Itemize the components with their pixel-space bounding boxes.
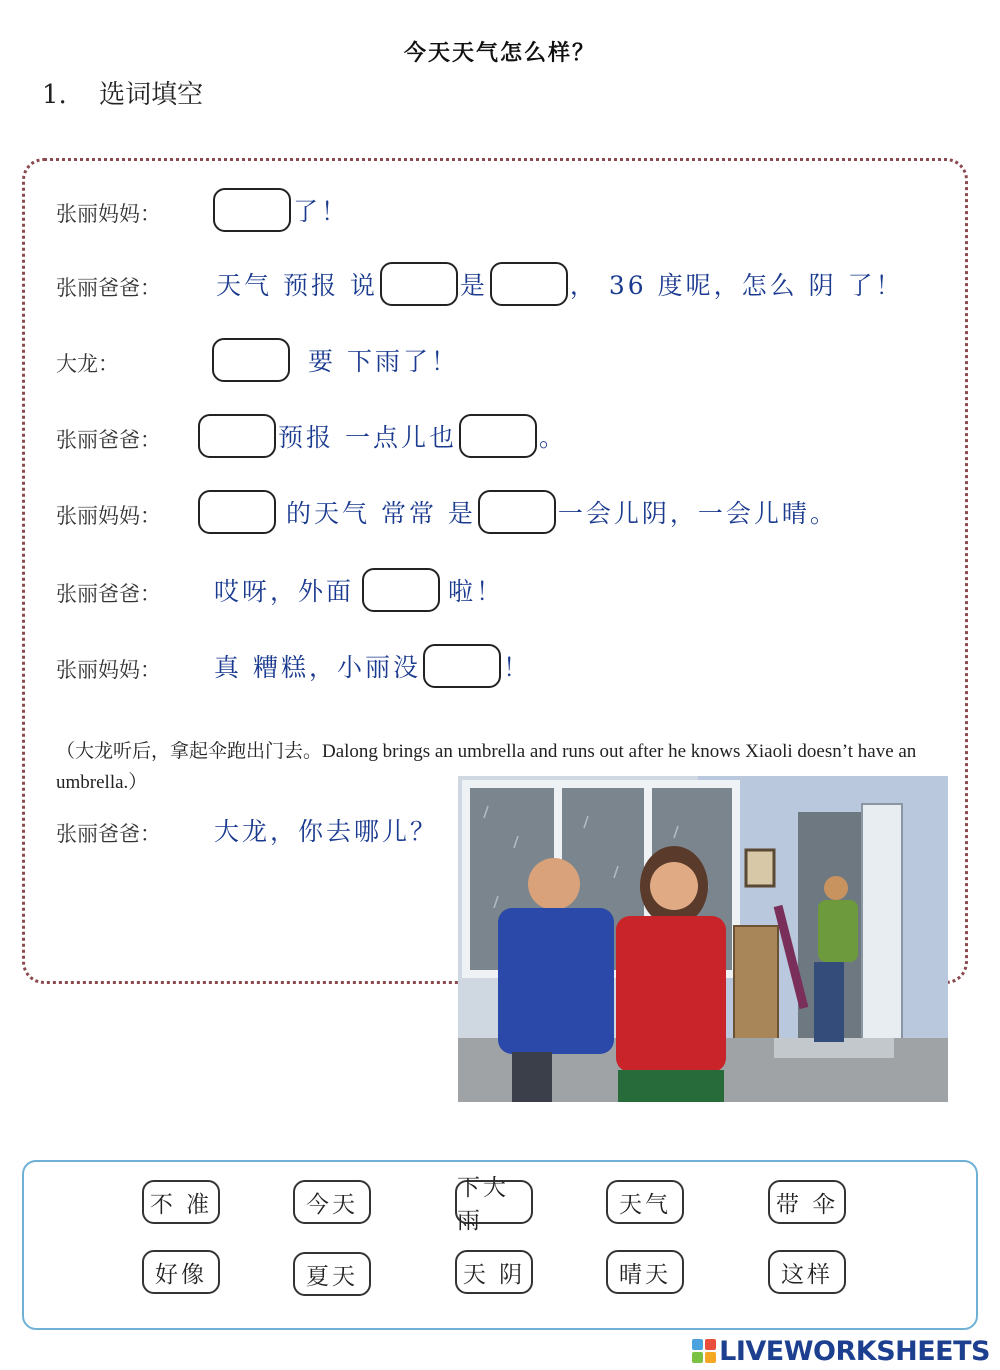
dialogue-line <box>56 336 656 384</box>
speech <box>196 488 838 536</box>
word-chip[interactable]: 天 阴 <box>455 1250 533 1294</box>
brand-text: LIVEWORKSHEETS <box>719 1335 990 1367</box>
illustration-svg <box>458 776 948 1102</box>
speech <box>216 260 904 308</box>
word-chip[interactable]: 下大雨 <box>455 1180 533 1224</box>
worksheet-title: 今天天气怎么样？ <box>403 40 596 66</box>
answer-blank[interactable] <box>459 414 537 458</box>
speech <box>210 336 459 384</box>
speech-text: ！ <box>502 653 531 682</box>
speech <box>211 186 349 234</box>
instruction <box>42 74 203 111</box>
speaker: 大龙： <box>56 352 119 376</box>
instruction-text: 选词填空 <box>99 80 204 110</box>
speech-text: 。 <box>538 423 567 452</box>
speech <box>214 566 504 614</box>
word-chip[interactable]: 带 伞 <box>768 1180 846 1224</box>
speech <box>214 642 531 690</box>
liveworksheets-logo-icon <box>692 1339 716 1363</box>
word-chip[interactable]: 不 准 <box>142 1180 220 1224</box>
dialogue-line <box>56 260 936 308</box>
answer-blank[interactable] <box>362 568 440 612</box>
speech-text: 大龙，你去哪儿？ <box>214 817 439 846</box>
instruction-number: 1. <box>42 80 67 110</box>
dialogue-line <box>56 412 756 460</box>
answer-blank[interactable] <box>380 262 458 306</box>
answer-blank[interactable] <box>423 644 501 688</box>
answer-blank[interactable] <box>212 338 290 382</box>
answer-blank[interactable] <box>198 414 276 458</box>
speech <box>196 412 567 460</box>
answer-blank[interactable] <box>478 490 556 534</box>
speaker: 张丽妈妈： <box>56 504 161 528</box>
speaker: 张丽爸爸： <box>56 276 161 300</box>
answer-blank[interactable] <box>213 188 291 232</box>
word-chip[interactable]: 晴天 <box>606 1250 684 1294</box>
dialogue-line <box>56 566 656 614</box>
dialogue-line <box>56 186 656 234</box>
speech-text: ， 36 度呢，怎么 阴 了！ <box>569 271 904 300</box>
liveworksheets-brand[interactable] <box>692 1336 990 1366</box>
speech-text: 一会儿阴，一会儿晴。 <box>557 499 838 528</box>
dialogue-line <box>56 488 936 536</box>
speech-text: 的天气 常常 是 <box>286 499 476 528</box>
speaker: 张丽爸爸： <box>56 822 161 846</box>
answer-blank[interactable] <box>490 262 568 306</box>
word-chip[interactable]: 天气 <box>606 1180 684 1224</box>
word-chip[interactable]: 这样 <box>768 1250 846 1294</box>
speech-text: 真 糟糕，小丽没 <box>214 653 421 682</box>
speech-text: 要 下雨了！ <box>308 347 459 376</box>
speech-text: 天气 预报 说 <box>216 271 378 300</box>
speaker: 张丽爸爸： <box>56 428 161 452</box>
speech-text: 预报 一点儿也 <box>278 423 457 452</box>
speaker: 张丽妈妈： <box>56 658 161 682</box>
answer-blank[interactable] <box>198 490 276 534</box>
speaker: 张丽妈妈： <box>56 202 161 226</box>
dialogue-line <box>56 642 656 690</box>
speech-text: 是 <box>459 271 488 300</box>
speaker: 张丽爸爸： <box>56 582 161 606</box>
word-chip[interactable]: 夏天 <box>293 1252 371 1296</box>
word-chip[interactable]: 好像 <box>142 1250 220 1294</box>
speech-text: 啦！ <box>448 577 505 606</box>
word-chip[interactable]: 今天 <box>293 1180 371 1224</box>
family-scene-illustration <box>458 776 948 1102</box>
speech-text: 了！ <box>293 197 350 226</box>
dialogue-line <box>56 806 456 854</box>
scene-note: （大龙听后，拿起伞跑出门去。Dalong brings an umbrella and runs out after he knows Xiaoli doesn’t have an umbrella.） <box>56 741 917 793</box>
speech-text: 哎呀，外面 <box>214 577 355 606</box>
